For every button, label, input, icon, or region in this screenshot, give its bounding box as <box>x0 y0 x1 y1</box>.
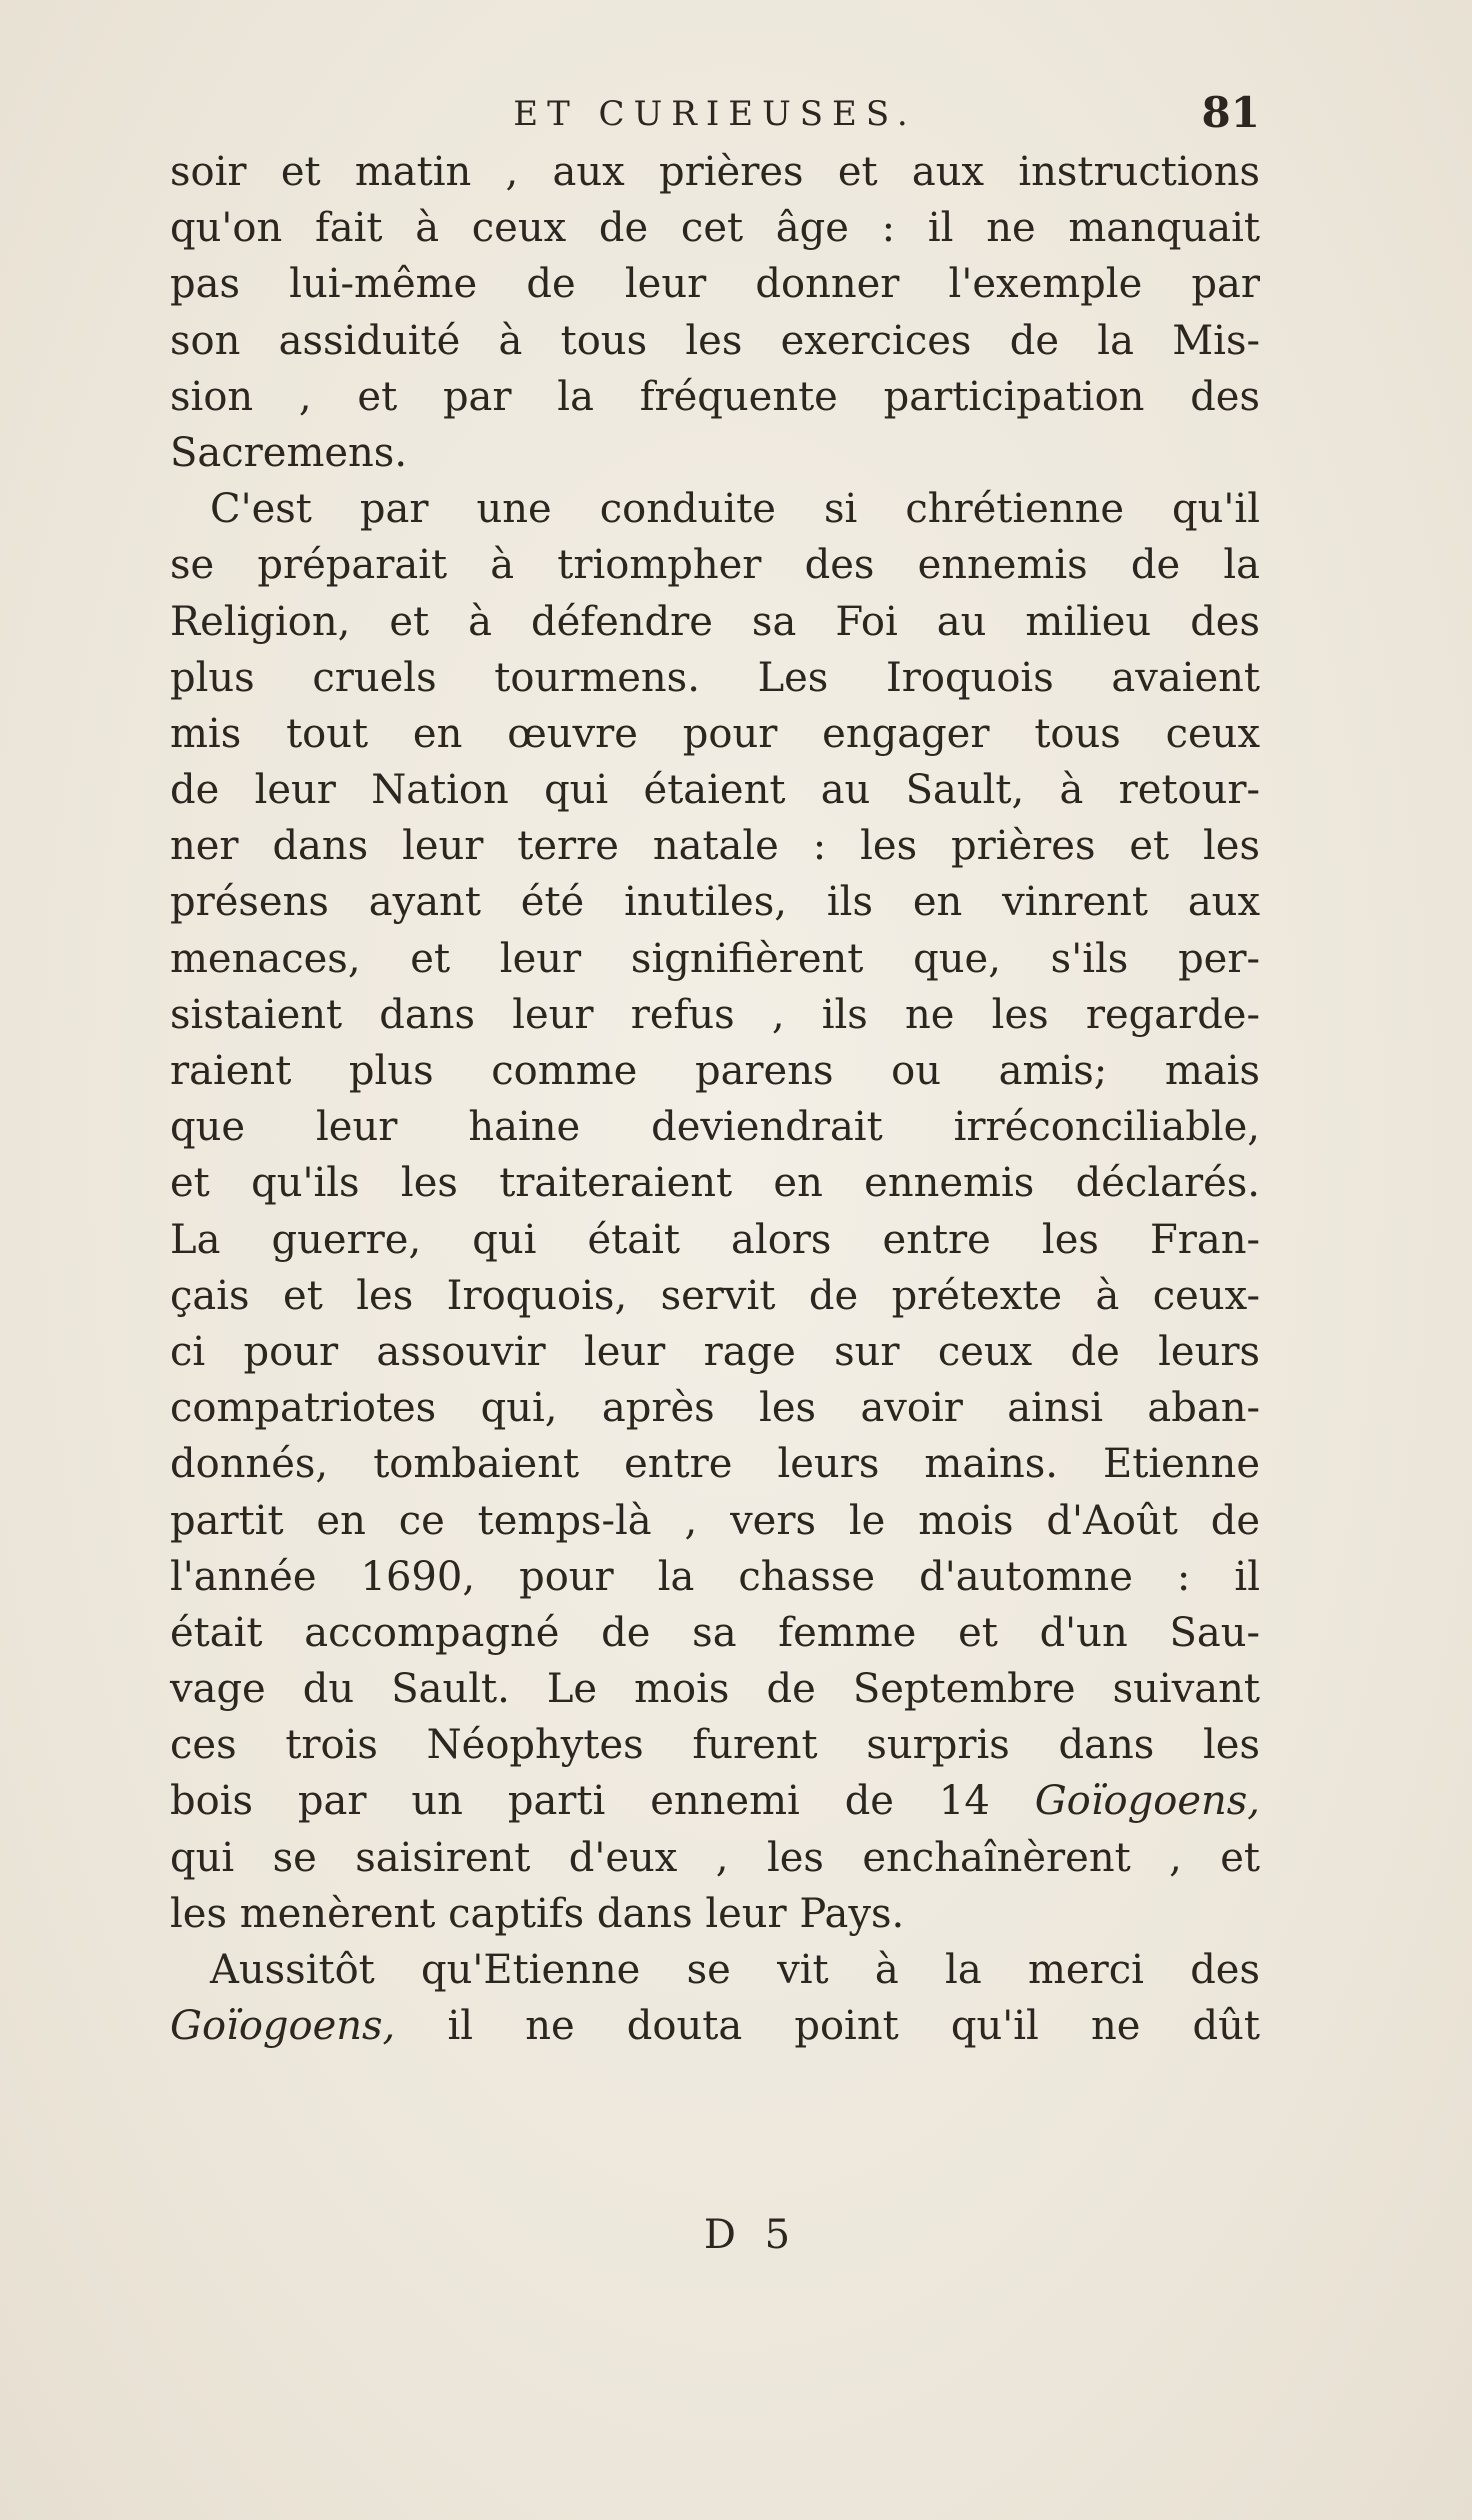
text-line: La guerre, qui était alors entre les Fran- <box>170 1216 1260 1263</box>
text-line: était accompagné de sa femme et d'un Sau- <box>170 1609 1260 1656</box>
text-line: compatriotes qui, après les avoir ainsi aban- <box>170 1385 1260 1432</box>
body-text <box>170 144 1260 2054</box>
text-line: ner dans leur terre natale : les prières et les <box>170 823 1260 870</box>
text-line: présens ayant été inutiles, ils en vinrent aux <box>170 879 1260 926</box>
text-line: que leur haine deviendrait irréconciliable, <box>170 1104 1260 1151</box>
italic-name: Goïogoens, <box>170 2003 396 2050</box>
text-line: les menèrent captifs dans leur Pays. <box>170 1890 905 1937</box>
text-line: pas lui-même de leur donner l'exemple par <box>170 261 1260 308</box>
text-line: de leur Nation qui étaient au Sault, à retour- <box>170 767 1260 814</box>
text-line: menaces, et leur signifièrent que, s'ils per- <box>170 935 1260 982</box>
text-line: qu'on fait à ceux de cet âge : il ne manquait <box>170 205 1260 252</box>
text-line: donnés, tombaient entre leurs mains. Etienne <box>170 1441 1260 1488</box>
page-number: 81 <box>1201 88 1260 137</box>
text-line: plus cruels tourmens. Les Iroquois avaient <box>170 654 1260 701</box>
text-line: son assiduité à tous les exercices de la Mis- <box>170 317 1260 364</box>
text-line-with-italic <box>170 1773 1260 1829</box>
text-line: se préparait à triompher des ennemis de la <box>170 542 1260 589</box>
text-line: qui se saisirent d'eux , les enchaînèrent , et <box>170 1834 1260 1881</box>
paragraph-start-line: Aussitôt qu'Etienne se vit à la merci des <box>210 1947 1260 1993</box>
text-segment: bois par un parti ennemi de 14 <box>170 1778 990 1825</box>
text-segment: il ne douta point qu'il ne dût <box>447 2003 1260 2050</box>
paragraph-start-line: C'est par une conduite si chrétienne qu'il <box>210 486 1260 533</box>
text-line: Sacremens. <box>170 429 408 476</box>
text-line: çais et les Iroquois, servit de prétexte à ceux- <box>170 1272 1260 1319</box>
running-head <box>170 88 1260 148</box>
text-line: partit en ce temps-là , vers le mois d'Août de <box>170 1497 1260 1544</box>
text-line: ces trois Néophytes furent surpris dans les <box>170 1722 1260 1769</box>
signature-mark: D 5 <box>703 2212 799 2258</box>
text-line: sion , et par la fréquente participation des <box>170 373 1260 420</box>
text-line: raient plus comme parens ou amis; mais <box>170 1048 1260 1094</box>
text-line: sistaient dans leur refus , ils ne les regarde- <box>170 991 1260 1038</box>
italic-name: Goïogoens, <box>1034 1778 1260 1825</box>
text-line-with-italic <box>170 1998 1260 2054</box>
text-line: l'année 1690, pour la chasse d'automne : il <box>170 1553 1260 1600</box>
text-line: soir et matin , aux prières et aux instructions <box>170 149 1260 195</box>
text-line: et qu'ils les traiteraient en ennemis déclarés. <box>170 1160 1260 1207</box>
text-line: mis tout en œuvre pour engager tous ceux <box>170 710 1260 757</box>
text-line: Religion, et à défendre sa Foi au milieu des <box>170 598 1260 645</box>
running-title: ET CURIEUSES. <box>513 94 917 134</box>
text-line: ci pour assouvir leur rage sur ceux de leurs <box>170 1328 1260 1375</box>
text-line: vage du Sault. Le mois de Septembre suivant <box>170 1666 1260 1713</box>
